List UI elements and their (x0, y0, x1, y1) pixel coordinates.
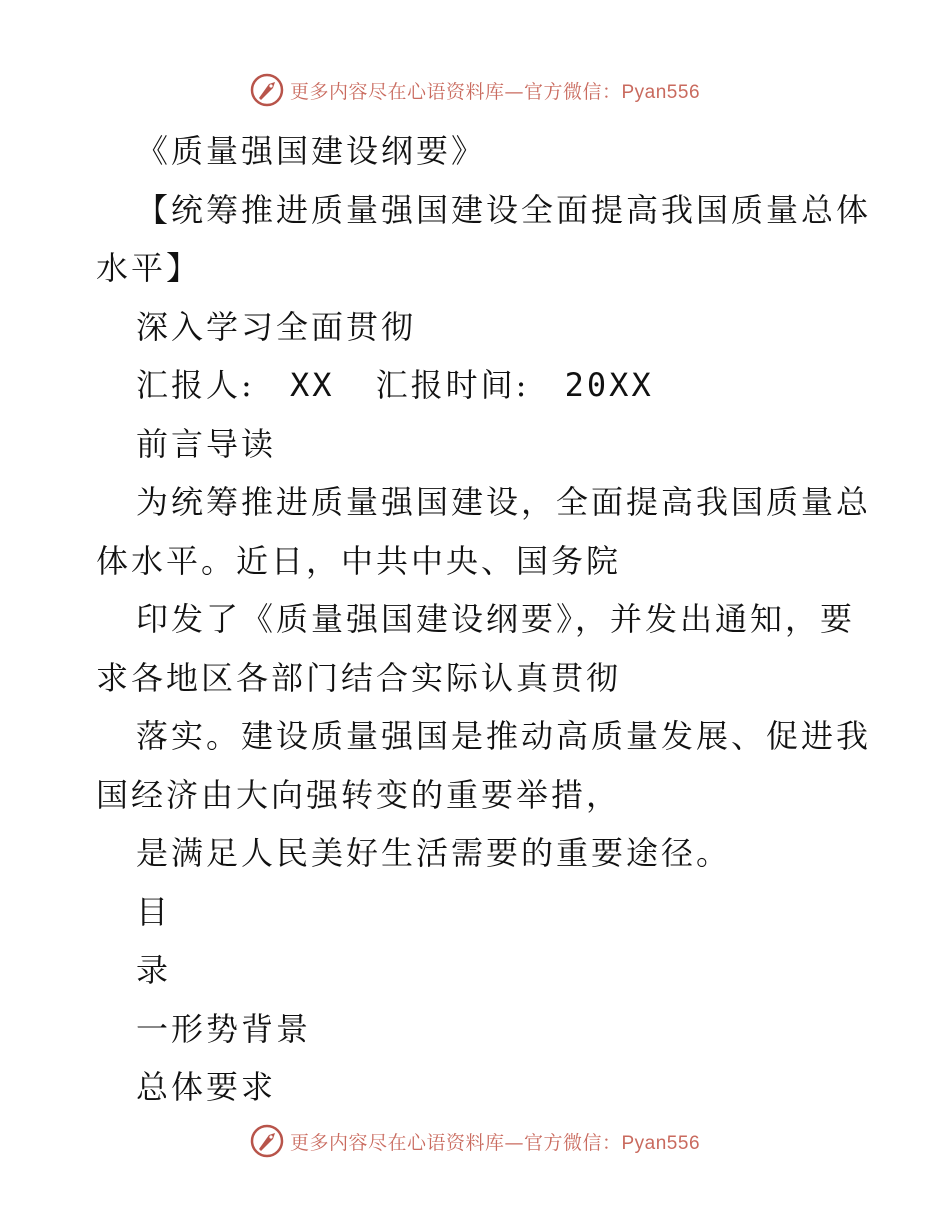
report-time-label: 汇报时间: (375, 366, 530, 404)
pen-nib-logo-icon (250, 1124, 284, 1158)
banner-text: 更多内容尽在心语资料库—官方微信： (289, 80, 622, 103)
report-info-line (96, 356, 856, 415)
pen-nib-logo-icon (250, 73, 284, 107)
wechat-id: Pyan556 (621, 81, 701, 103)
toc-heading-1: 目 (136, 892, 172, 931)
toc-item: 一形势背景 (136, 1009, 312, 1048)
reporter-label: 汇报人: (136, 366, 255, 404)
banner-text: 更多内容尽在心语资料库—官方微信： (289, 1131, 622, 1154)
wechat-id: Pyan556 (621, 1132, 701, 1154)
header-watermark-banner (0, 70, 950, 110)
toc-item: 总体要求 (136, 1068, 277, 1106)
reporter-value: XX (289, 366, 335, 404)
document-subtitle-line-1: 【统筹推进质量强国建设全面提高我国质量总体 (136, 190, 872, 229)
study-line: 深入学习全面贯彻 (136, 307, 417, 346)
paragraph-line: 为统筹推进质量强国建设，全面提高我国质量总 (136, 483, 872, 521)
paragraph-line: 是满足人民美好生活需要的重要途径。 (136, 834, 732, 872)
report-time-value: 20XX (564, 366, 654, 404)
paragraph-line: 国经济由大向强转变的重要举措， (96, 775, 622, 814)
document-subtitle-line-2: 水平】 (96, 249, 202, 287)
paragraph-line: 印发了《质量强国建设纲要》，并发出通知，要 (136, 600, 856, 638)
document-title: 《质量强国建设纲要》 (136, 132, 487, 170)
paragraph-line: 体水平。近日，中共中央、国务院 (96, 541, 622, 580)
paragraph-line: 求各地区各部门结合实际认真贯彻 (96, 658, 622, 697)
preface-heading: 前言导读 (136, 424, 277, 463)
toc-heading-2: 录 (136, 951, 172, 989)
footer-watermark-banner (0, 1121, 950, 1161)
paragraph-line: 落实。建设质量强国是推动高质量发展、促进我 (136, 717, 872, 755)
document-body (96, 122, 872, 1117)
